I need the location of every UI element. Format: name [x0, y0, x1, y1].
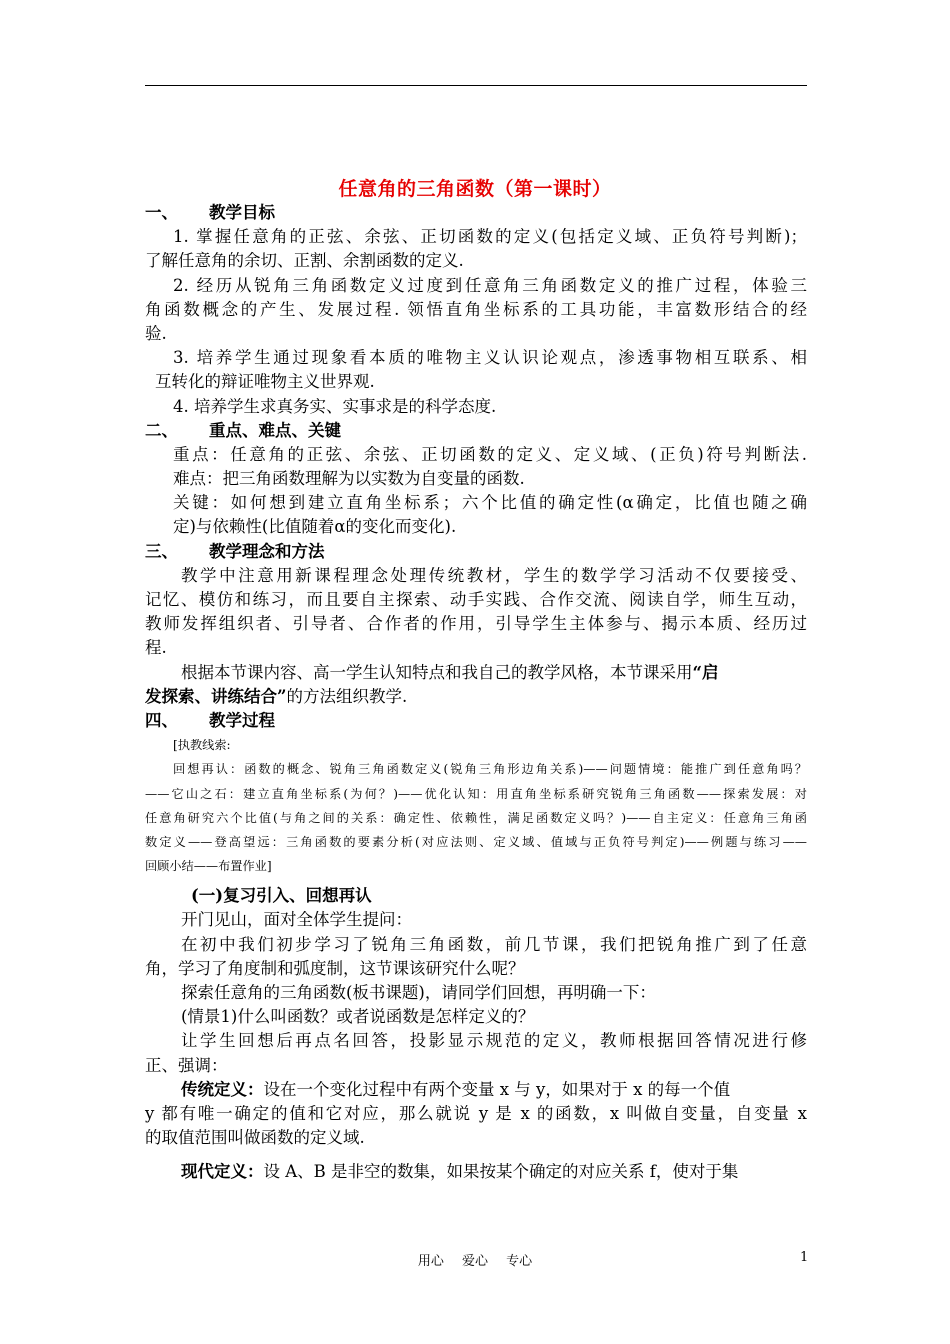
- paragraph-line: 互转化的辩证唯物主义世界观.: [155, 372, 375, 392]
- paragraph-line: 教学中注意用新课程理念处理传统教材，学生的数学学习活动不仅要接受、: [181, 565, 807, 585]
- paragraph-line: 3. 培养学生通过现象看本质的唯物主义认识论观点，渗透事物相互联系、相: [173, 348, 807, 368]
- paragraph-line: 重点：任意角的正弦、余弦、正切函数的定义、定义域、(正负)符号判断法.: [173, 444, 807, 464]
- section-heading-1: 一、 教学目标: [145, 203, 275, 222]
- paragraph-line: 传统定义：设在一个变化过程中有两个变量 x 与 y，如果对于 x 的每一个值: [181, 1079, 731, 1099]
- paragraph-line: 的取值范围叫做函数的定义域.: [145, 1128, 365, 1148]
- paragraph-line: 在初中我们初步学习了锐角三角函数，前几节课，我们把锐角推广到了任意: [181, 934, 807, 954]
- modern-definition-label: 现代定义：: [181, 1162, 264, 1182]
- paragraph-line: 记忆、模仿和练习，而且要自主探索、动手实践、合作交流、阅读自学，师生互动，: [145, 590, 807, 609]
- paragraph-line: 难点：把三角函数理解为以实数为自变量的函数.: [173, 469, 525, 489]
- paragraph-line: 定)与依赖性(比值随着α的变化而变化).: [173, 517, 457, 537]
- paragraph-line: 发探索、讲练结合”的方法组织教学.: [145, 686, 408, 706]
- section-heading-4: 四、 教学过程: [145, 710, 275, 730]
- clue-heading: [执教线索:: [173, 738, 231, 753]
- traditional-definition-label: 传统定义：: [181, 1079, 264, 1099]
- paragraph-line: 1. 掌握任意角的正弦、余弦、正切函数的定义(包括定义域、正负符号判断)；: [173, 227, 807, 247]
- paragraph-line: 让学生回想后再点名回答，投影显示规范的定义，教师根据回答情况进行修: [181, 1031, 807, 1051]
- paragraph-line: 关键：如何想到建立直角坐标系；六个比值的确定性(α确定，比值也随之确: [173, 493, 807, 513]
- clue-line: 回顾小结——布置作业]: [145, 859, 272, 874]
- paragraph-line: 探索任意角的三角函数(板书课题)，请同学们回想，再明确一下：: [181, 983, 656, 1002]
- paragraph-line: 教师发挥组织者、引导者、合作者的作用，引导学生主体参与、揭示本质、经历过: [145, 614, 807, 634]
- clue-line: ——它山之石：建立直角坐标系(为何？)——优化认知：用直角坐标系研究锐角三角函数——探索发展：对: [145, 786, 807, 801]
- paragraph-line: 4. 培养学生求真务实、实事求是的科学态度.: [173, 396, 497, 416]
- section-heading-3: 三、 教学理念和方法: [145, 541, 325, 561]
- paragraph-line: 程.: [145, 638, 167, 658]
- paragraph-line: 根据本节课内容、高一学生认知特点和我自己的教学风格，本节课采用“启: [181, 662, 719, 682]
- paragraph-line: 现代定义：设 A、B 是非空的数集，如果按某个确定的对应关系 f，使对于集: [181, 1162, 739, 1182]
- paragraph-line: 正、强调：: [145, 1055, 228, 1075]
- paragraph-line: 2. 经历从锐角三角函数定义过度到任意角三角函数定义的推广过程，体验三: [173, 275, 807, 295]
- header-rule: [145, 85, 807, 86]
- paragraph-line: 角函数概念的产生、发展过程. 领悟直角坐标系的工具功能，丰富数形结合的经: [145, 299, 807, 319]
- paragraph-line: y 都有唯一确定的值和它对应，那么就说 y 是 x 的函数，x 叫做自变量，自变量 x: [145, 1103, 807, 1123]
- document-body: [145, 201, 807, 1185]
- clue-line: 回想再认：函数的概念、锐角三角函数定义(锐角三角形边角关系)——问题情境：能推广到任意角吗？: [173, 762, 807, 777]
- clue-line: 数定义——登高望远：三角函数的要素分析(对应法则、定义域、值域与正负符号判定)——例题与练习——: [145, 834, 807, 849]
- section-heading-2: 二、 重点、难点、关键: [145, 420, 341, 440]
- paragraph-line: 开门见山，面对全体学生提问：: [181, 910, 412, 930]
- document-title: 任意角的三角函数（第一课时）: [338, 178, 612, 200]
- paragraph-line: (情景1)什么叫函数？或者说函数是怎样定义的？: [181, 1007, 535, 1027]
- subsection-heading: (一)复习引入、回想再认: [191, 886, 372, 906]
- page-number: 1: [800, 1250, 809, 1265]
- paragraph-line: 验.: [145, 323, 167, 343]
- clue-line: 任意角研究六个比值(与角之间的关系：确定性、依赖性，满足函数定义吗？)——自主定义：任意角三角函: [145, 810, 807, 825]
- footer-motto: 用心 爱心 专心: [417, 1254, 533, 1269]
- paragraph-line: 了解任意角的余切、正割、余割函数的定义.: [145, 251, 464, 271]
- paragraph-line: 角，学习了角度制和弧度制，这节课该研究什么呢？: [145, 958, 525, 978]
